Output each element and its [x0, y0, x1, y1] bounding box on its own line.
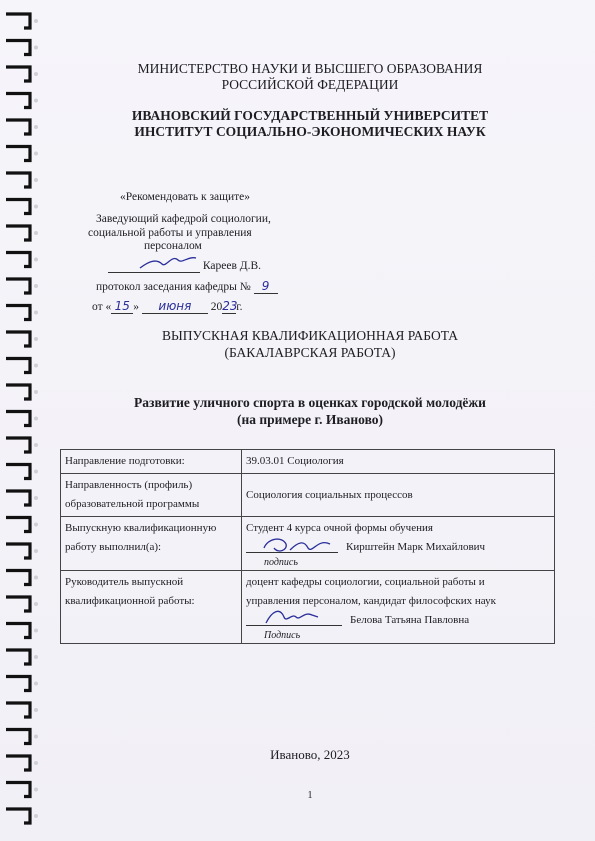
direction-value: 39.03.01 Социология [242, 450, 555, 474]
university-header [60, 108, 560, 140]
binding-ring [6, 518, 30, 532]
binding-hole [34, 602, 38, 606]
binding-ring [6, 571, 30, 585]
author-label [61, 517, 242, 571]
supervisor-signature-row [246, 611, 550, 630]
binding-ring [6, 41, 30, 55]
binding-hole [34, 708, 38, 712]
protocol-number: 9 [261, 279, 270, 293]
date-day: 15 [114, 299, 130, 313]
binding-hole [34, 72, 38, 76]
date-month: июня [158, 299, 192, 313]
binding-ring [6, 756, 30, 770]
work-title [60, 394, 560, 428]
spiral-binding [0, 0, 48, 841]
date-mid: » [133, 301, 139, 313]
author-signature-row [246, 538, 550, 557]
table-row [61, 474, 555, 517]
page-number: 1 [307, 790, 313, 801]
binding-ring [6, 491, 30, 505]
head-signature-row [108, 258, 261, 273]
head-line2: социальной работы и управления [88, 227, 252, 239]
date-row [92, 299, 243, 314]
institute-name: ИНСТИТУТ СОЦИАЛЬНО-ЭКОНОМИЧЕСКИХ НАУК [134, 124, 486, 139]
binding-hole [34, 417, 38, 421]
binding-ring [6, 120, 30, 134]
binding-ring [6, 200, 30, 214]
binding-hole [34, 311, 38, 315]
author-status: Студент 4 курса очной формы обучения [246, 522, 433, 534]
binding-ring [6, 385, 30, 399]
binding-hole [34, 735, 38, 739]
date-year-prefix: 20 [210, 301, 223, 313]
table-row [61, 517, 555, 571]
binding-ring [6, 253, 30, 267]
binding-hole [34, 205, 38, 209]
work-type [60, 327, 560, 361]
binding-ring [6, 306, 30, 320]
date-end: г. [236, 301, 243, 313]
binding-ring [6, 783, 30, 797]
binding-hole [34, 258, 38, 262]
date-prefix: от « [92, 301, 112, 313]
work-type-line2: (БАКАЛАВРСКАЯ РАБОТА) [224, 345, 396, 360]
binding-ring [6, 544, 30, 558]
binding-ring [6, 14, 30, 28]
author-value [242, 517, 555, 571]
supervisor-label-line2: квалификационной работы: [65, 595, 195, 607]
table-row [61, 571, 555, 644]
binding-hole [34, 337, 38, 341]
binding-hole [34, 443, 38, 447]
binding-hole [34, 125, 38, 129]
binding-ring [6, 147, 30, 161]
signature-line [108, 258, 200, 273]
supervisor-sign-caption: Подпись [264, 630, 301, 641]
binding-hole [34, 470, 38, 474]
info-table [60, 449, 555, 644]
binding-hole [34, 814, 38, 818]
binding-hole [34, 231, 38, 235]
protocol-label: протокол заседания кафедры № [96, 281, 251, 293]
ministry-header [60, 61, 560, 93]
binding-hole [34, 682, 38, 686]
binding-ring [6, 67, 30, 81]
date-year-suffix: 23 [222, 299, 238, 313]
author-name: Кирштейн Марк Михайлович [346, 541, 486, 553]
binding-hole [34, 576, 38, 580]
protocol-row [96, 279, 278, 294]
author-sign-caption: подпись [264, 557, 298, 568]
binding-hole [34, 655, 38, 659]
ministry-line1: МИНИСТЕРСТВО НАУКИ И ВЫСШЕГО ОБРАЗОВАНИЯ [137, 61, 483, 76]
table-row [61, 450, 555, 474]
binding-hole [34, 99, 38, 103]
binding-ring [6, 730, 30, 744]
university-name: ИВАНОВСКИЙ ГОСУДАРСТВЕННЫЙ УНИВЕРСИТЕТ [131, 108, 489, 123]
profile-value: Социология социальных процессов [242, 474, 555, 517]
supervisor-line2: управления персоналом, кандидат философских наук [246, 595, 496, 607]
binding-ring [6, 332, 30, 346]
binding-hole [34, 788, 38, 792]
binding-hole [34, 152, 38, 156]
binding-hole [34, 549, 38, 553]
head-line1: Заведующий кафедрой социологии, [96, 213, 271, 225]
binding-ring [6, 94, 30, 108]
binding-hole [34, 178, 38, 182]
binding-ring [6, 703, 30, 717]
binding-hole [34, 523, 38, 527]
binding-ring [6, 677, 30, 691]
binding-ring [6, 809, 30, 823]
author-label-line2: работу выполнил(а): [65, 541, 162, 553]
binding-ring [6, 438, 30, 452]
supervisor-signature-scribble [262, 605, 322, 629]
author-signature-scribble [260, 534, 334, 558]
profile-label-line1: Направленность (профиль) [65, 479, 193, 491]
binding-ring [6, 624, 30, 638]
supervisor-value [242, 571, 555, 644]
binding-hole [34, 284, 38, 288]
binding-hole [34, 496, 38, 500]
binding-ring [6, 359, 30, 373]
binding-hole [34, 19, 38, 23]
direction-label: Направление подготовки: [61, 450, 242, 474]
binding-ring [6, 173, 30, 187]
city-year: Иваново, 2023 [270, 747, 350, 762]
head-name: Кареев Д.В. [202, 260, 262, 272]
binding-ring [6, 597, 30, 611]
supervisor-label-line1: Руководитель выпускной [65, 576, 184, 588]
ministry-line2: РОССИЙСКОЙ ФЕДЕРАЦИИ [221, 77, 399, 92]
work-title-line1: Развитие уличного спорта в оценках городской молодёжи [134, 395, 486, 410]
profile-label-line2: образовательной программы [65, 498, 200, 510]
binding-ring [6, 279, 30, 293]
binding-hole [34, 364, 38, 368]
supervisor-line1: доцент кафедры социологии, социальной работы и [246, 576, 485, 588]
work-type-line1: ВЫПУСКНАЯ КВАЛИФИКАЦИОННАЯ РАБОТА [161, 328, 459, 343]
binding-hole [34, 629, 38, 633]
binding-ring [6, 226, 30, 240]
binding-hole [34, 46, 38, 50]
recommend-label: «Рекомендовать к защите» [120, 191, 250, 203]
binding-ring [6, 412, 30, 426]
binding-ring [6, 650, 30, 664]
work-title-line2: (на примере г. Иваново) [236, 412, 384, 427]
head-line3: персоналом [144, 240, 202, 252]
binding-ring [6, 465, 30, 479]
supervisor-name: Белова Татьяна Павловна [350, 614, 470, 626]
profile-label [61, 474, 242, 517]
binding-hole [34, 761, 38, 765]
binding-hole [34, 390, 38, 394]
supervisor-label [61, 571, 242, 644]
signature-scribble [138, 250, 198, 272]
author-label-line1: Выпускную квалификационную [65, 522, 217, 534]
